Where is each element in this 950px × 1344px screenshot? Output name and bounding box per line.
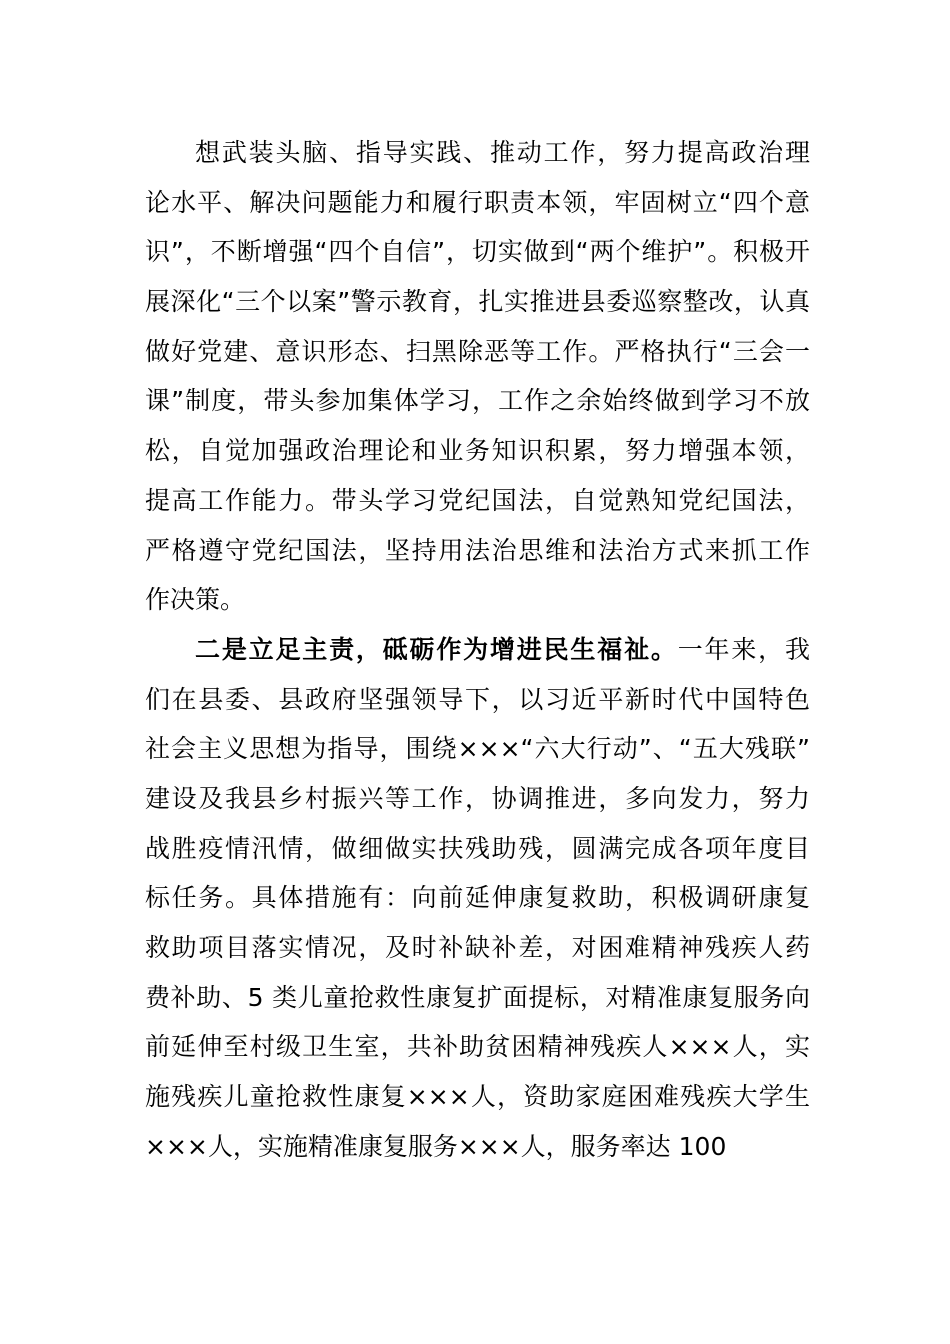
text-line: 战胜疫情汛情，做细做实扶残助残，圆满完成各项年度目	[145, 833, 810, 863]
text-line: 社会主义思想为指导，围绕×××“六大行动”、“五大残联”	[145, 734, 810, 764]
text-line	[145, 625, 810, 675]
text-line: 做好党建、意识形态、扫黑除恶等工作。严格执行“三会一	[145, 336, 810, 366]
text-line: 费补助、5 类儿童抢救性康复扩面提标，对精准康复服务向	[145, 982, 810, 1012]
text-line: 识”，不断增强“四个自信”，切实做到“两个维护”。积极开	[145, 237, 810, 267]
text-line: 们在县委、县政府坚强领导下，以习近平新时代中国特色	[145, 684, 810, 714]
text-line: 严格遵守党纪国法，坚持用法治思维和法治方式来抓工作	[145, 535, 810, 565]
text-line: ×××人，实施精准康复服务×××人，服务率达 100	[145, 1131, 727, 1161]
text-line: 标任务。具体措施有：向前延伸康复救助，积极调研康复	[145, 883, 810, 913]
paragraph-political-study	[145, 128, 810, 625]
text-line: 施残疾儿童抢救性康复×××人，资助家庭困难残疾大学生	[145, 1082, 810, 1112]
text-line: 作决策。	[145, 585, 246, 615]
text-line: 提高工作能力。带头学习党纪国法，自觉熟知党纪国法，	[145, 485, 810, 515]
text-line: 前延伸至村级卫生室，共补助贫困精神残疾人×××人，实	[145, 1032, 810, 1062]
paragraph-livelihood	[145, 625, 810, 1172]
text-line: 想武装头脑、指导实践、推动工作，努力提高政治理	[195, 138, 810, 167]
paragraph-heading: 二是立足主责，砥砺作为增进民生福祉。	[195, 634, 678, 664]
text-line: 松，自觉加强政治理论和业务知识积累，努力增强本领，	[145, 436, 810, 466]
text-line: 展深化“三个以案”警示教育，扎实推进县委巡察整改，认真	[145, 287, 810, 317]
text-line: 建设及我县乡村振兴等工作，协调推进，多向发力，努力	[145, 783, 810, 813]
text-line: 课”制度，带头参加集体学习，工作之余始终做到学习不放	[145, 386, 810, 416]
text-line: 救助项目落实情况，及时补缺补差，对困难精神残疾人药	[145, 933, 810, 962]
document-body	[145, 128, 810, 1171]
text-line: 论水平、解决问题能力和履行职责本领，牢固树立“四个意	[145, 187, 810, 217]
heading-line-rest: 一年来，我	[677, 634, 810, 664]
